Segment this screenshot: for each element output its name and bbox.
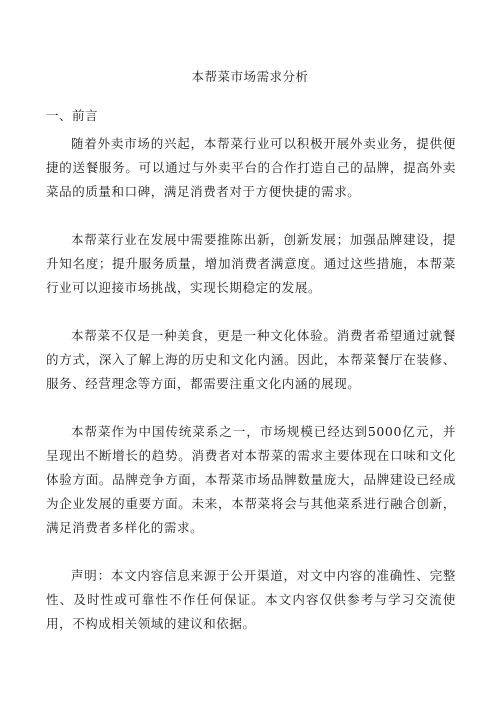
paragraph-culture: 本帮菜不仅是一种美食，更是一种文化体验。消费者希望通过就餐的方式，深入了解上海的历史和文化内涵。因此，本帮菜餐厅在装修、服务、经营理念等方面，都需要注重文化内涵的展现。 — [46, 328, 456, 391]
paragraph-takeout: 随着外卖市场的兴起，本帮菜行业可以积极开展外卖业务，提供便捷的送餐服务。可以通过与外卖平台的合作打造自己的品牌，提高外卖菜品的质量和口碑，满足消费者对于方便快捷的需求。 — [46, 136, 456, 199]
section-heading: 一、前言 — [46, 108, 99, 123]
paragraph-market-size: 本帮菜作为中国传统菜系之一，市场规模已经达到5000亿元，并呈现出不断增长的趋势。消费者对本帮菜的需求主要体现在口味和文化体验方面。品牌竞争方面，本帮菜市场品牌数量庞大，品牌建设已经成为企业发展的重要方面。未来，本帮菜将会与其他菜系进行融合创新，满足消费者多样化的需求。 — [46, 424, 456, 535]
paragraph-innovation: 本帮菜行业在发展中需要推陈出新，创新发展；加强品牌建设，提升知名度；提升服务质量，增加消费者满意度。通过这些措施，本帮菜行业可以迎接市场挑战，实现长期稳定的发展。 — [46, 232, 456, 295]
paragraph-disclaimer: 声明：本文内容信息来源于公开渠道，对文中内容的准确性、完整性、及时性或可靠性不作任何保证。本文内容仅供参考与学习交流使用，不构成相关领域的建议和依据。 — [46, 568, 456, 631]
document-title: 本帮菜市场需求分析 — [191, 69, 309, 84]
